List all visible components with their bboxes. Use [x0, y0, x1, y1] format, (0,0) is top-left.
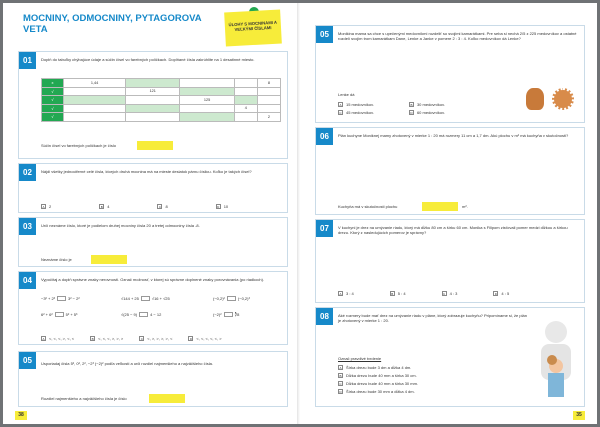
answer-label: Neznáme číslo je: [41, 257, 72, 262]
left-page: [3, 3, 300, 424]
option-c[interactable]: C <, >, >, >, >, <: [140, 336, 173, 341]
answer-label: Kuchyňa má v skutočnosti plochu: [338, 204, 398, 209]
table-cell[interactable]: [126, 104, 180, 113]
answer-label: Rozdiel najmenšieho a najväčšieho čísla je číslo: [41, 396, 127, 401]
table-cell: 125: [180, 96, 234, 105]
instruction-label: Označ pravdivé tvrdenie: [338, 356, 382, 361]
task-text: Plán kuchyne Moniknej mamy zhotovený v mierke 1 : 20 má rozmery 11 cm a 1,7 dm. Akú plochu v m² má kuchyňa v skutočnosti?: [338, 133, 569, 138]
task-text: Usporiadaj čísla 5², 0², 2², −2³ (−2)² podľa veľkosti a urči rozdiel najmenšieho a najväčšieho čísla.: [41, 361, 213, 366]
operation-cell: √: [42, 113, 64, 122]
table-cell: 1,44: [64, 79, 126, 88]
task-01: [18, 51, 288, 159]
operation-cell: x: [42, 79, 64, 88]
table-row: [42, 113, 281, 122]
task-05-cookies: [315, 25, 585, 123]
task-03: [18, 217, 288, 267]
compare-box[interactable]: [224, 312, 233, 317]
option-d[interactable]: D 10: [217, 204, 229, 209]
table-cell[interactable]: [64, 87, 126, 96]
option-c[interactable]: C 4 : 3: [443, 291, 458, 296]
task-number: 04: [19, 272, 36, 289]
table-cell[interactable]: [234, 79, 257, 88]
task-08: [315, 307, 585, 407]
compare-box[interactable]: [55, 312, 64, 317]
gingerbread-man-image: [526, 88, 544, 110]
option-b[interactable]: B 30 medovníkov.: [410, 102, 445, 107]
table-cell[interactable]: [180, 79, 234, 88]
table-cell[interactable]: [257, 96, 280, 105]
task-04: [18, 271, 288, 345]
table-cell[interactable]: [234, 87, 257, 96]
inequalities: −3² + 2³ 3² − 2² √144 + 25 √16 + √25 (−0,2)² (−0,2)³ 6² + 6² 5² + 5³ √(25 − 9) 4 − 12 (−2)² ∛8: [41, 296, 250, 317]
task-text: Doplň do tabuľky chýbajúce údaje a súčin čísel vo farebných políčkach. Doplňané čísla zakrúhlite na 1 desatinné miesto.: [41, 57, 255, 62]
options: [338, 365, 466, 394]
option-b[interactable]: B Dĺžka drezu bude 40 mm a šírka 30 cm.: [339, 373, 417, 378]
task-text: Aké rozmery bude mať drez na umývanie riadu v pláne, ktorý zobrazuje kuchyňu? Pripomíname si, že plán je zhotovený v mierke 1 : 20.: [338, 313, 527, 324]
page-number: 38: [15, 411, 27, 420]
task-text: Monikina mama sa chce s upečenými medovníkmi rozdeliť so svojimi kamarátkami. Pre seba si nechá 2/5 z 225 medovníkov a ostatné rozdelí svojim trom kamarátkam Dane, Lenke a Janke v pomere 2 : 3 : 4. Koľko medovníkov dá Lenke?: [338, 31, 577, 42]
options: [41, 336, 222, 341]
option-c[interactable]: C Dĺžka drezu bude 40 mm a šírka 30 mm.: [339, 381, 419, 386]
table-cell[interactable]: [180, 113, 234, 122]
answer-label: Súčin čísel vo farebných políčkach je číslo: [41, 143, 116, 148]
gingerbread-star-image: [552, 88, 574, 110]
task-text: Urči neznáme číslo, ktoré je podielom druhej mocniny čísla 20 a tretej odmocniny čísla -8.: [41, 223, 200, 228]
task-text: V kuchyni je drez na umývanie riadu, ktorý má dĺžku 80 cm a šírku 60 cm. Monika s Filipom zisťovali pomer medzi dĺžkou a šírkou drezu. Ktorý z nasledujúcich pomerov je správny?: [338, 225, 568, 236]
table-cell[interactable]: [234, 113, 257, 122]
table-cell[interactable]: [180, 87, 234, 96]
options: [338, 102, 493, 115]
answer-label: Lenke dá: [338, 92, 355, 97]
option-b[interactable]: B 5 : 4: [391, 291, 406, 296]
book-spread: [3, 3, 597, 424]
task-05: [18, 351, 288, 407]
task-text: Nájdi všetky jednociferné celé čísla, ktorých druhá mocnina má na mieste desiatok párnu číslicu. Koľko je takých čísel?: [41, 169, 252, 174]
compare-box[interactable]: [139, 312, 148, 317]
option-c[interactable]: C 45 medovníkov.: [339, 110, 374, 115]
page-title: MOCNINY, ODMOCNINY, PYTAGOROVA VETA: [23, 13, 202, 35]
table-cell[interactable]: [126, 96, 180, 105]
table-cell[interactable]: [257, 104, 280, 113]
task-number: 02: [19, 164, 36, 181]
compare-box[interactable]: [141, 296, 150, 301]
answer-field[interactable]: [91, 255, 127, 264]
table-cell[interactable]: [64, 113, 126, 122]
right-page: [300, 3, 597, 424]
options: [338, 291, 509, 296]
cook-figure-illustration: [516, 316, 582, 402]
option-a[interactable]: A 2: [42, 204, 52, 209]
option-d[interactable]: D 4 : 5: [494, 291, 510, 296]
options: [41, 204, 276, 209]
compare-box[interactable]: [227, 296, 236, 301]
task-number: 07: [316, 220, 333, 237]
task-07: [315, 219, 585, 303]
task-number: 01: [19, 52, 36, 69]
task-number: 03: [19, 218, 36, 235]
option-d[interactable]: D Šírka drezu bude 30 mm a dĺžka 4 dm.: [339, 389, 415, 394]
task-number: 06: [316, 128, 333, 145]
option-a[interactable]: A <, <, <, >, <, <: [42, 336, 75, 341]
table-cell: 121: [126, 87, 180, 96]
answer-field[interactable]: [149, 394, 185, 403]
task-number: 08: [316, 308, 333, 325]
table-row: [42, 104, 281, 113]
task-number: 05: [19, 352, 36, 369]
table-row: [42, 96, 281, 105]
sticky-note: ÚLOHY S MOCNINAMI A VEĽKÝMI ČÍSLAMI: [224, 10, 282, 47]
table-cell[interactable]: [257, 87, 280, 96]
option-a[interactable]: A 3 : 4: [339, 291, 354, 296]
option-c[interactable]: C 8: [158, 204, 168, 209]
option-b[interactable]: B 4: [100, 204, 110, 209]
table-cell[interactable]: [234, 96, 257, 105]
number-table: [41, 78, 281, 122]
table-cell[interactable]: [64, 104, 126, 113]
operation-cell: √: [42, 87, 64, 96]
table-row: [42, 79, 281, 88]
page-number: 35: [573, 411, 585, 420]
operation-cell: √: [42, 104, 64, 113]
task-02: [18, 163, 288, 213]
table-cell[interactable]: [126, 113, 180, 122]
answer-field[interactable]: [137, 141, 173, 150]
table-cell[interactable]: [126, 79, 180, 88]
table-row: [42, 87, 281, 96]
unit-label: m².: [462, 204, 468, 209]
operation-cell: √: [42, 96, 64, 105]
table-cell[interactable]: [180, 104, 234, 113]
answer-field[interactable]: [422, 202, 458, 211]
task-06: [315, 127, 585, 215]
table-cell: 4: [234, 104, 257, 113]
option-d[interactable]: D 60 medovníkov.: [410, 110, 445, 115]
table-cell: 2: [257, 113, 280, 122]
option-a[interactable]: A 15 medovníkov.: [339, 102, 374, 107]
table-cell: 8: [257, 79, 280, 88]
option-a[interactable]: A Šírka drezu bude 3 dm a dĺžka 4 dm.: [339, 365, 412, 370]
option-b[interactable]: B <, <, <, >, >, >: [91, 336, 124, 341]
option-d[interactable]: D <, <, <, <, <, >: [189, 336, 222, 341]
table-cell[interactable]: [64, 96, 126, 105]
compare-box[interactable]: [57, 296, 66, 301]
task-number: 05: [316, 26, 333, 43]
task-text: Vypočítaj a doplň správne znaky nerovnosti. Označ možnosť, v ktorej sú správne doplnené znaky porovnávania (po riadkoch).: [41, 277, 265, 282]
